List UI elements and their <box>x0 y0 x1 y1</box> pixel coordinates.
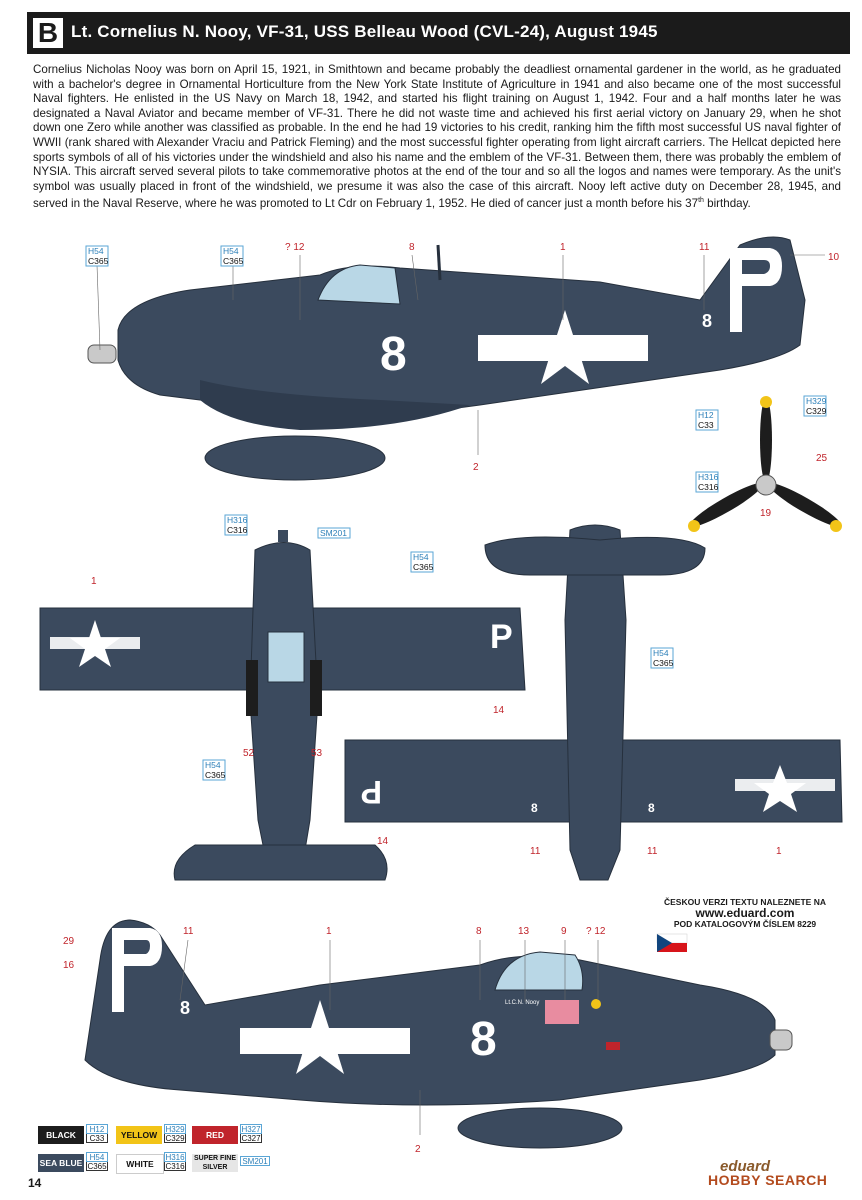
bio-superscript: th <box>698 197 704 205</box>
code-box-top-view-wing <box>411 552 434 572</box>
legend-yellow: YELLOW <box>116 1126 162 1144</box>
svg-text:H54: H54 <box>223 246 239 256</box>
svg-text:C365: C365 <box>413 562 434 572</box>
svg-text:25: 25 <box>816 453 828 464</box>
top-view <box>40 530 525 880</box>
profile-letter-badge: B <box>33 18 63 48</box>
svg-text:11: 11 <box>530 846 541 857</box>
svg-text:1: 1 <box>776 846 782 857</box>
left-side-profile <box>88 237 805 480</box>
czech-note-line1: ČESKOU VERZI TEXTU NALEZNETE NA <box>664 897 826 907</box>
bio-text-end: birthday. <box>703 197 751 211</box>
svg-text:14: 14 <box>493 705 505 716</box>
legend-black-codes: H12 C33 <box>86 1124 108 1143</box>
czech-note-url[interactable]: www.eduard.com <box>695 906 795 920</box>
svg-text:8: 8 <box>409 242 415 253</box>
svg-text:C316: C316 <box>227 525 248 535</box>
svg-text:H12: H12 <box>698 410 714 420</box>
legend-white-codes: H316 C316 <box>165 1153 185 1171</box>
code-box-hub <box>696 472 719 492</box>
legend-silver: SUPER FINE SILVER <box>193 1155 236 1171</box>
svg-text:52: 52 <box>243 748 255 759</box>
watermark-brand: eduard <box>720 1158 771 1175</box>
svg-text:2: 2 <box>473 462 479 473</box>
legend-yellow-codes: H329 C329 <box>165 1125 185 1143</box>
bottom-wing-letter: P <box>360 774 382 810</box>
svg-text:C365: C365 <box>205 770 226 780</box>
colour-legend <box>38 1124 318 1174</box>
svg-text:C365: C365 <box>88 256 109 266</box>
czech-flag <box>657 934 687 952</box>
svg-text:H329: H329 <box>806 396 827 406</box>
svg-text:H316: H316 <box>698 472 719 482</box>
legend-white: WHITE <box>116 1154 164 1174</box>
legend-sea-blue: SEA BLUE <box>38 1154 84 1172</box>
svg-text:11: 11 <box>183 926 194 937</box>
legend-sea-blue-codes: H54 C365 <box>87 1153 107 1171</box>
svg-text:53: 53 <box>311 748 323 759</box>
svg-text:C365: C365 <box>653 658 674 668</box>
svg-text:14: 14 <box>377 836 389 847</box>
svg-text:C33: C33 <box>698 420 714 430</box>
code-box-top-left <box>86 246 109 266</box>
tail-number: 8 <box>702 311 713 331</box>
czech-version-note <box>650 897 840 930</box>
bottom-number-right: 8 <box>648 801 655 815</box>
legend-red-codes: H327 C327 <box>241 1125 261 1143</box>
code-box-bottom-view <box>651 648 674 668</box>
svg-text:C329: C329 <box>806 406 827 416</box>
svg-text:10: 10 <box>828 252 840 263</box>
svg-text:C316: C316 <box>698 482 719 492</box>
code-box-spinner-top <box>804 396 827 416</box>
bio-text: Cornelius Nicholas Nooy was born on April 15, 1921, in Smithtown and became probably the deadliest ornamental gardener in the world, as he graduated with a bachelor's degree in Ornamental Horticulture from the New York State Institute of Agriculture in 1941 and also became one of the most successful Naval fighters. He enlisted in the US Navy on March 18, 1942, and started his flight training on August 1, 1942. Four and a half months later he was designated a Naval Aviator and became member of VF-31. There he did not waste time and achieved his first aerial victory on January 29, when he shot down one Zero while another was classified as probable. In the end he had 19 victories to his credit, ranking him the fifth most successful US naval fighter of WWII (rank shared with Alexander Vraciu and Patrick Fleming) and the most successful fighter operating from light aircraft carriers. The Hellcat depicted here sports symbols of all of his victories under the windshield and also his name and the emblem of the VF-31. Between them, there was probably the emblem of NYSIA. This aircraft served several pilots to take commemorative photos at the end of the tour and so all the logos and names were temporary. As the unit's symbol was usually placed in front of the windshield, we presume it was also the case of this aircraft. Nooy left active duty on December 28, 1945, and served in the Naval Reserve, where he was promoted to Lt Cdr on February 1, 1952. He died of cancer just a month before his 37 <box>33 63 841 211</box>
profile-title: Lt. Cornelius N. Nooy, VF-31, USS Belleau Wood (CVL-24), August 1945 <box>71 22 658 41</box>
svg-text:H54: H54 <box>205 760 221 770</box>
svg-text:H54: H54 <box>653 648 669 658</box>
svg-text:H54: H54 <box>88 246 104 256</box>
svg-text:29: 29 <box>63 936 75 947</box>
fuselage-number: 8 <box>380 328 407 381</box>
svg-text:8: 8 <box>476 926 482 937</box>
pilot-name-marking: Lt.C.N. Nooy <box>505 1000 540 1006</box>
svg-text:1: 1 <box>326 926 332 937</box>
svg-text:SM201: SM201 <box>320 528 347 538</box>
svg-text:? 12: ? 12 <box>586 926 606 937</box>
svg-text:19: 19 <box>760 508 772 519</box>
svg-text:1: 1 <box>560 242 566 253</box>
code-box-blade <box>696 410 718 430</box>
bottom-view <box>345 525 842 880</box>
svg-text:9: 9 <box>561 926 567 937</box>
svg-text:1: 1 <box>91 576 97 587</box>
legend-red: RED <box>192 1126 238 1144</box>
svg-text:2: 2 <box>415 1144 421 1155</box>
bottom-number-left: 8 <box>531 801 538 815</box>
watermark-site: HOBBY SEARCH <box>708 1172 828 1188</box>
svg-text:11: 11 <box>647 846 658 857</box>
svg-text:H316: H316 <box>227 515 248 525</box>
right-side-profile <box>85 920 792 1148</box>
page-number: 14 <box>28 1176 42 1190</box>
svg-text:13: 13 <box>518 926 530 937</box>
code-box-top-mid <box>221 246 244 266</box>
svg-text:C365: C365 <box>223 256 244 266</box>
code-box-top-view-tail <box>203 760 226 780</box>
right-tail-number: 8 <box>180 998 191 1018</box>
legend-silver-codes: SM201 <box>240 1156 270 1166</box>
svg-text:? 12: ? 12 <box>285 242 305 253</box>
czech-note-line2: POD KATALOGOVÝM ČÍSLEM 8229 <box>673 919 817 929</box>
svg-text:11: 11 <box>699 242 710 253</box>
legend-black: BLACK <box>38 1126 84 1144</box>
right-fuselage-number: 8 <box>470 1013 497 1066</box>
top-wing-letter: P <box>490 618 513 656</box>
svg-text:H54: H54 <box>413 552 429 562</box>
svg-text:16: 16 <box>63 960 75 971</box>
